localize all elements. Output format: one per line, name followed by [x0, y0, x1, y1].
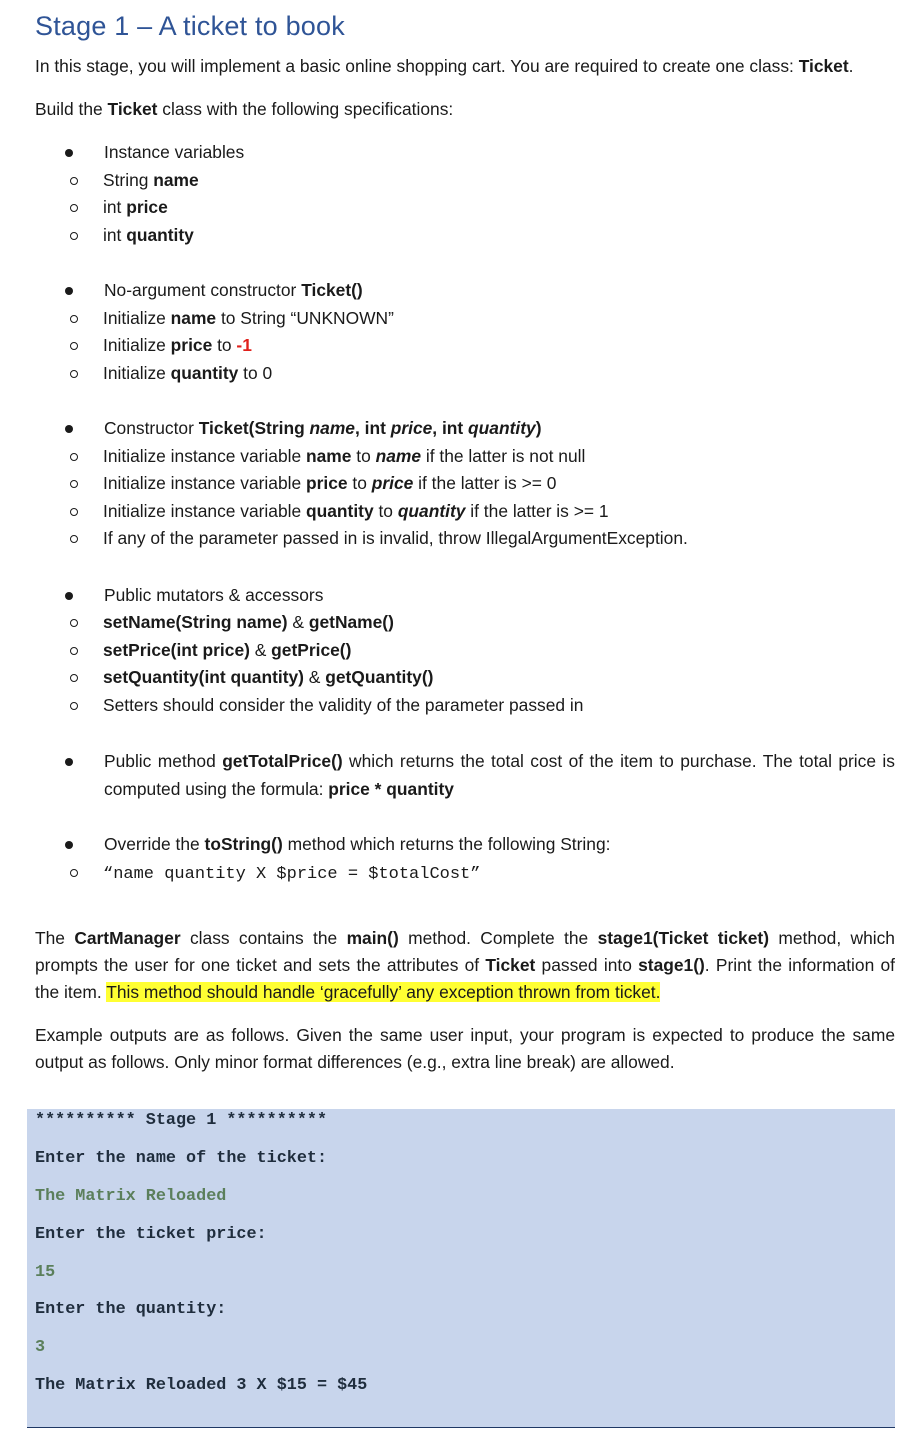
param-name: name [309, 418, 355, 438]
text: . Print the information of the item. [35, 955, 895, 1002]
text: to [351, 445, 376, 466]
sig-part: Ticket(String [198, 418, 310, 438]
circle-bullet-icon [70, 232, 78, 240]
console-line-input: 3 [35, 1338, 46, 1357]
text: to [347, 473, 372, 493]
field-name: name [170, 307, 217, 328]
bullet-mutators [35, 582, 895, 610]
page-title: Stage 1 – A ticket to book [35, 11, 345, 41]
var-type: String [103, 169, 154, 190]
build-text: Build the [35, 99, 108, 119]
var-name: name [153, 169, 199, 190]
console-line-prompt: Enter the quantity: [35, 1300, 227, 1319]
setter: setPrice(int price) [103, 639, 250, 660]
text: to [373, 500, 398, 521]
text: method. Complete the [398, 928, 598, 948]
getter: getPrice() [271, 639, 352, 660]
bullet-icon [65, 287, 73, 295]
text: Initialize [103, 335, 171, 355]
intro-text: In this stage, you will implement a basic online shopping cart. You are required to create one class: [35, 56, 799, 76]
tostring-list [35, 859, 895, 889]
text: Initialize instance variable [103, 473, 306, 493]
setter: setQuantity(int quantity) [103, 667, 304, 687]
class-name: Ticket [485, 955, 536, 975]
cart-paragraph [35, 925, 895, 1006]
bullet-total-price [35, 748, 895, 803]
sig-part: , int [432, 418, 469, 438]
build-paragraph [35, 96, 895, 123]
bullet-label: Instance variables [104, 142, 245, 162]
bullet-icon [65, 758, 73, 766]
no-arg-list [35, 305, 895, 388]
text: Initialize [103, 362, 171, 383]
example-paragraph: Example outputs are as follows. Given the same user input, your program is expected to produce the same output as follows. Only minor format differences (e.g., extra line break) are allowed. [35, 1025, 895, 1072]
formula: price * quantity [328, 778, 454, 799]
text: & [287, 612, 309, 632]
bullet-instance-variables [35, 139, 895, 167]
build-text-end: class with the following specifications: [157, 99, 454, 119]
list-item [35, 443, 895, 471]
intro-class-name: Ticket [798, 56, 849, 76]
var-name: price [126, 197, 168, 217]
circle-bullet-icon [70, 315, 78, 323]
field-name: price [170, 335, 213, 355]
list-item [35, 332, 895, 360]
bullet-label: No-argument constructor [104, 280, 302, 300]
bullet-icon [65, 149, 73, 157]
console-output-box [27, 1109, 895, 1428]
var-type: int [103, 224, 127, 245]
text: Setters should consider the validity of the parameter passed in [103, 694, 584, 715]
build-class-name: Ticket [107, 99, 158, 119]
constructor-signature: Ticket() [301, 280, 363, 300]
constructor-list [35, 443, 895, 553]
setter: setName(String name) [103, 612, 288, 632]
list-item [35, 222, 895, 250]
text: to [212, 335, 237, 355]
text: Initialize [103, 307, 171, 328]
circle-bullet-icon [70, 702, 78, 710]
circle-bullet-icon [70, 480, 78, 488]
getter: getName() [308, 612, 394, 632]
highlighted-note: This method should handle ‘gracefully’ any exception thrown from ticket. [106, 982, 661, 1002]
text: method, which prompts the user for one ticket and sets the attributes of [35, 928, 895, 975]
list-item [35, 360, 895, 388]
document-page [35, 0, 895, 1076]
list-item [35, 470, 895, 498]
param-name: price [371, 473, 414, 493]
instance-variables-list [35, 167, 895, 250]
console-line-result: The Matrix Reloaded 3 X $15 = $45 [35, 1376, 368, 1395]
text: which returns the total cost of the item to purchase. The total price is computed using the formula: [104, 751, 895, 799]
text: & [303, 667, 326, 687]
text: if the latter is >= 0 [413, 473, 557, 493]
method-name: toString() [204, 834, 283, 854]
bullet-label: Constructor [104, 418, 199, 438]
circle-bullet-icon [70, 674, 78, 682]
sig-part: ) [535, 418, 542, 438]
param-name: quantity [468, 418, 536, 438]
list-item [35, 664, 895, 692]
field-name: price [306, 473, 348, 493]
intro-period: . [848, 56, 854, 76]
class-name: CartManager [74, 928, 181, 948]
circle-bullet-icon [70, 647, 78, 655]
list-item [35, 692, 895, 720]
circle-bullet-icon [70, 204, 78, 212]
default-value: -1 [236, 335, 252, 355]
circle-bullet-icon [70, 370, 78, 378]
text: if the latter is not null [421, 445, 586, 466]
mutators-list [35, 609, 895, 719]
list-item [35, 609, 895, 637]
field-name: quantity [170, 362, 239, 383]
bullet-icon [65, 592, 73, 600]
console-line-prompt: Enter the ticket price: [35, 1225, 267, 1244]
text: The [35, 928, 75, 948]
spec-list [35, 139, 895, 888]
circle-bullet-icon [70, 508, 78, 516]
field-name: name [306, 445, 352, 466]
circle-bullet-icon [70, 619, 78, 627]
sig-part: , int [354, 418, 391, 438]
getter: getQuantity() [325, 667, 434, 687]
text: if the latter is >= 1 [465, 500, 609, 521]
circle-bullet-icon [70, 177, 78, 185]
text: Override the [104, 834, 205, 854]
bullet-tostring [35, 831, 895, 859]
param-name: name [375, 445, 422, 466]
text: to String “UNKNOWN” [216, 307, 394, 328]
text: Initialize instance variable [103, 500, 306, 521]
circle-bullet-icon [70, 342, 78, 350]
field-name: quantity [306, 500, 374, 521]
list-item [35, 194, 895, 222]
list-item [35, 637, 895, 665]
text: to 0 [238, 362, 273, 383]
text: Initialize instance variable [103, 445, 306, 466]
method-name: stage1(Ticket ticket) [597, 928, 769, 948]
text: Public method [104, 751, 223, 771]
circle-bullet-icon [70, 869, 78, 877]
bullet-constructor [35, 415, 895, 443]
method-name: stage1() [638, 955, 705, 975]
bullet-no-arg-constructor [35, 277, 895, 305]
bullet-label: Public mutators & accessors [104, 584, 324, 605]
format-string: “name quantity X $price = $totalCost” [103, 864, 481, 884]
intro-paragraph [35, 53, 895, 80]
text: class contains the [180, 928, 347, 948]
method-name: main() [346, 928, 399, 948]
method-name: getTotalPrice() [222, 751, 343, 771]
bullet-icon [65, 841, 73, 849]
console-line-input: 15 [35, 1263, 56, 1282]
var-name: quantity [126, 224, 194, 245]
console-line-header: ********** Stage 1 ********** [35, 1111, 328, 1130]
var-type: int [103, 197, 127, 217]
param-name: price [390, 418, 433, 438]
list-item [35, 525, 895, 553]
circle-bullet-icon [70, 453, 78, 461]
list-item [35, 167, 895, 195]
text: & [249, 639, 272, 660]
list-item [35, 305, 895, 333]
list-item [35, 859, 895, 889]
console-line-prompt: Enter the name of the ticket: [35, 1149, 328, 1168]
bullet-icon [65, 425, 73, 433]
text: method which returns the following String: [282, 834, 611, 854]
text: If any of the parameter passed in is invalid, throw IllegalArgumentException. [103, 528, 688, 548]
console-line-input: The Matrix Reloaded [35, 1187, 227, 1206]
text: passed into [535, 955, 639, 975]
param-name: quantity [397, 500, 466, 521]
list-item [35, 498, 895, 526]
circle-bullet-icon [70, 535, 78, 543]
